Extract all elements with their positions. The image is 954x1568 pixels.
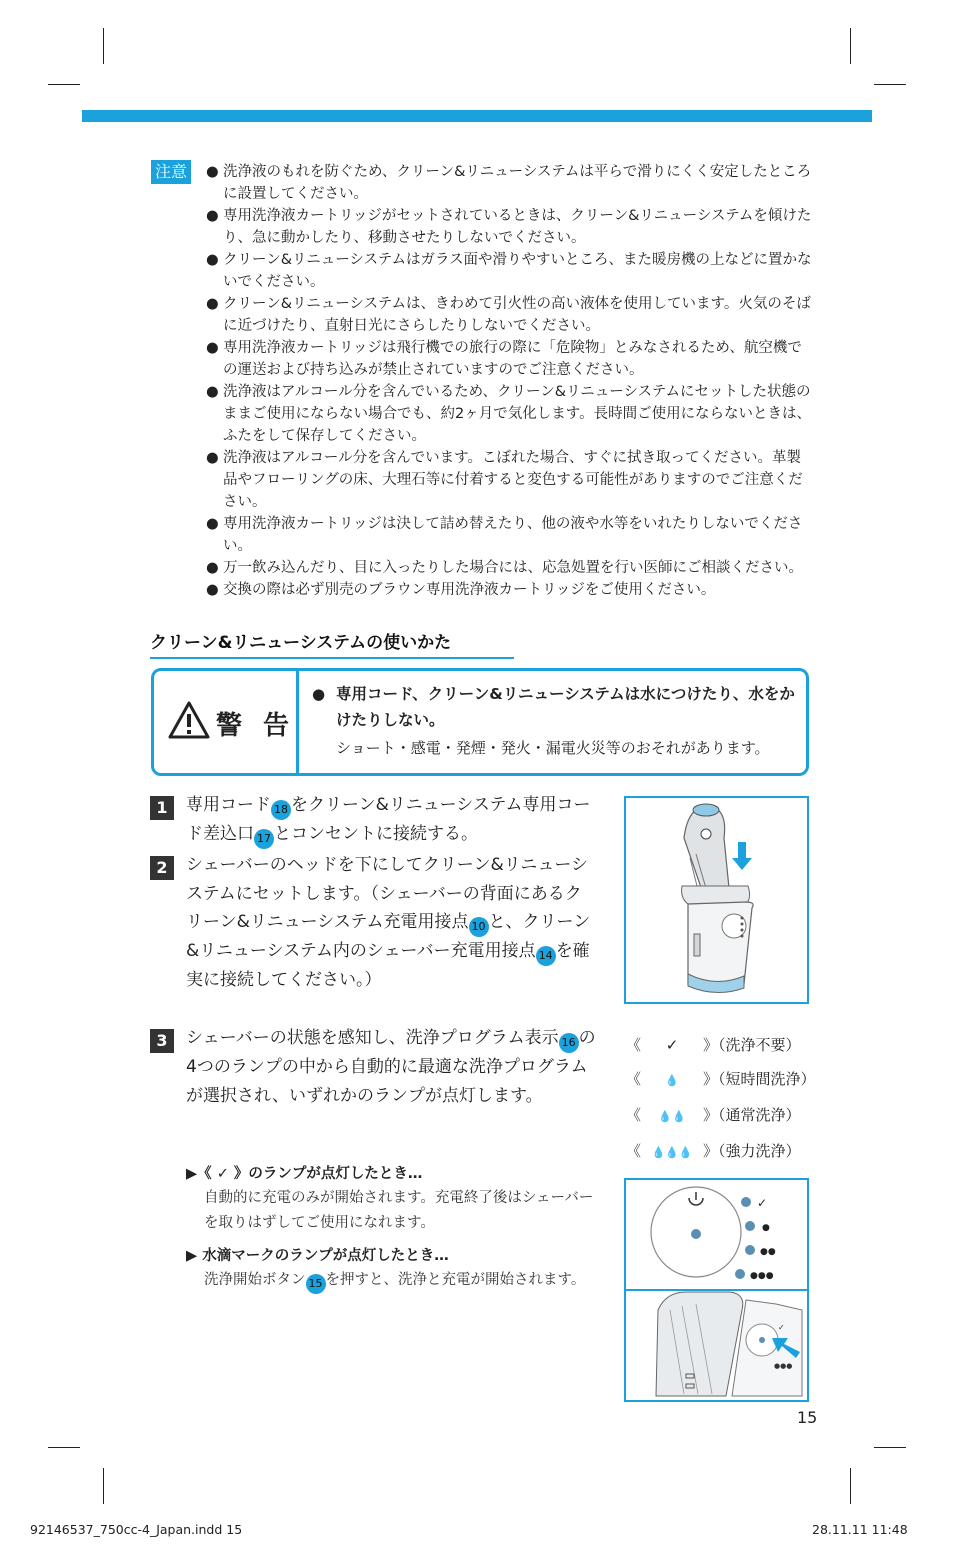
shaver-dock-icon — [626, 798, 807, 1002]
page-number: 15 — [797, 1408, 818, 1427]
shaver-docking-illustration — [624, 796, 809, 1004]
warning-title: 警 告 — [216, 711, 296, 741]
program-item: 《 💧 》（短時間洗浄） — [626, 1062, 816, 1098]
step-text-part: を確実に接続してください。） — [186, 941, 590, 990]
warning-header — [154, 671, 299, 773]
part-number-badge: 16 — [559, 1033, 579, 1053]
water-drop-icon: 💧 — [665, 1074, 679, 1087]
crop-mark — [103, 28, 104, 64]
sub2-text — [204, 1268, 604, 1294]
crop-mark — [874, 1447, 906, 1448]
part-number-badge: 17 — [254, 829, 274, 849]
list-item: ● 洗浄液はアルコール分を含んでいます。こぼれた場合、すぐに拭き取ってください。革製品やフローリングの床、大理石等に付着すると変色する可能性がありますのでご注意ください。 — [206, 447, 812, 513]
step-number: 1 — [150, 796, 174, 820]
sub2-text-part: を押すと、洗浄と充電が開始されます。 — [325, 1272, 586, 1288]
control-panel-icon — [626, 1180, 807, 1400]
list-item: ● 交換の際は必ず別売のブラウン専用洗浄液カートリッジをご使用ください。 — [206, 579, 812, 601]
crop-mark — [48, 1447, 80, 1448]
warning-text-main: 専用コード、クリーン&リニューシステムは水につけたり、水をかけたりしない。 — [336, 685, 795, 729]
program-label: （強力洗浄） — [718, 1142, 801, 1160]
svg-text:●: ● — [762, 1223, 770, 1233]
svg-text:●●●: ●●● — [750, 1271, 774, 1281]
step-3-text — [186, 1024, 598, 1110]
list-item: ● 専用洗浄液カートリッジがセットされているときは、クリーン&リニューシステムを傾けたり、急に動かしたり、移動させたりしないでください。 — [206, 205, 812, 249]
part-number-badge: 18 — [271, 800, 291, 820]
svg-text:●●: ●● — [760, 1247, 776, 1257]
section-title: クリーン&リニューシステムの使いかた — [150, 628, 514, 659]
caution-tag: 注意 — [151, 160, 191, 184]
header-color-bar — [82, 110, 872, 122]
step-number: 3 — [150, 1029, 174, 1053]
crop-mark — [103, 1468, 104, 1504]
program-label: （洗浄不要） — [718, 1036, 801, 1054]
list-item: ● 専用洗浄液カートリッジは飛行機での旅行の際に「危険物」とみなされるため、航空機での運送および持ち込みが禁止されていますのでご注意ください。 — [206, 337, 812, 381]
list-item: ● 万一飲み込んだり、目に入ったりした場合には、応急処置を行い医師にご相談ください。 — [206, 557, 812, 579]
crop-mark — [874, 84, 906, 85]
svg-text:●●●: ●●● — [774, 1362, 793, 1370]
crop-mark — [48, 84, 80, 85]
step-text-part: をクリーン&リニューシステム専用コード差込口 — [186, 795, 591, 844]
warning-box — [151, 668, 809, 776]
list-item: ● クリーン&リニューシステムはガラス面や滑りやすいところ、また暖房機の上などに置かないでください。 — [206, 249, 812, 293]
program-item: 《 💧💧💧 》（強力洗浄） — [626, 1134, 816, 1170]
water-drop-icon: 💧💧💧 — [651, 1146, 693, 1159]
sub1-title: ▶《 ✓ 》のランプが点灯したとき… — [186, 1166, 423, 1182]
program-lamp-legend — [626, 1028, 816, 1170]
footer-timestamp: 28.11.11 11:48 — [812, 1522, 908, 1537]
step-text-part: シェーバーのヘッドを下にしてクリーン&リニューシステムにセットします。（シェーバーの背面にあるクリーン&リニューシステム充電用接点 — [186, 855, 589, 932]
program-item: 《 💧💧 》（通常洗浄） — [626, 1098, 816, 1134]
list-item: ● クリーン&リニューシステムは、きわめて引火性の高い液体を使用しています。火気のそばに近づけたり、直射日光にさらしたりしないでください。 — [206, 293, 812, 337]
svg-text:✓: ✓ — [757, 1196, 768, 1210]
water-drop-icon: 💧💧 — [658, 1110, 686, 1123]
step-1-text — [186, 791, 598, 849]
caution-list — [206, 161, 812, 601]
control-panel-illustration — [624, 1178, 809, 1402]
step-text-part: とコンセントに接続する。 — [274, 824, 478, 844]
crop-mark — [850, 28, 851, 64]
warning-triangle-icon — [168, 701, 210, 739]
step-number: 2 — [150, 856, 174, 880]
program-label: （短時間洗浄） — [718, 1070, 816, 1088]
part-number-badge: 14 — [536, 946, 556, 966]
step-2-text — [186, 851, 598, 995]
step-text-part: の4つのランプの中から自動的に最適な洗浄プログラムが選択され、いずれかのランプが点灯します。 — [186, 1028, 596, 1106]
step-text-part: 専用コード — [186, 795, 271, 815]
sub2-title: ▶ 水滴マークのランプが点灯したとき… — [186, 1248, 449, 1264]
part-number-badge: 10 — [469, 917, 489, 937]
list-item: ● 専用洗浄液カートリッジは決して詰め替えたり、他の液や水等をいれたりしないでください。 — [206, 513, 812, 557]
sub1-text: 自動的に充電のみが開始されます。充電終了後はシェーバーを取りはずしてご使用になれます。 — [204, 1190, 594, 1231]
step-text-part: と、クリーン&リニューシステム内のシェーバー充電用接点 — [186, 912, 591, 961]
step-text-part: シェーバーの状態を感知し、洗浄プログラム表示 — [186, 1028, 559, 1048]
list-item: ● 洗浄液のもれを防ぐため、クリーン&リニューシステムは平らで滑りにくく安定したところに設置してください。 — [206, 161, 812, 205]
part-number-badge: 15 — [306, 1274, 326, 1294]
warning-bullet: ● — [312, 685, 326, 703]
footer-filename: 92146537_750cc-4_Japan.indd 15 — [30, 1522, 243, 1537]
svg-text:✓: ✓ — [778, 1323, 785, 1332]
program-item: 《 ✓ 》（洗浄不要） — [626, 1028, 816, 1062]
sub2-text-part: 洗浄開始ボタン — [204, 1272, 306, 1288]
program-label: （通常洗浄） — [718, 1106, 801, 1124]
warning-text-sub: ショート・感電・発煙・発火・漏電火災等のおそれがあります。 — [336, 739, 770, 757]
check-icon: ✓ — [665, 1036, 679, 1054]
crop-mark — [850, 1468, 851, 1504]
list-item: ● 洗浄液はアルコール分を含んでいるため、クリーン&リニューシステムにセットした状態のままご使用にならない場合でも、約2ヶ月で気化します。長時間ご使用にならないときは、ふたをして保存してください。 — [206, 381, 812, 447]
